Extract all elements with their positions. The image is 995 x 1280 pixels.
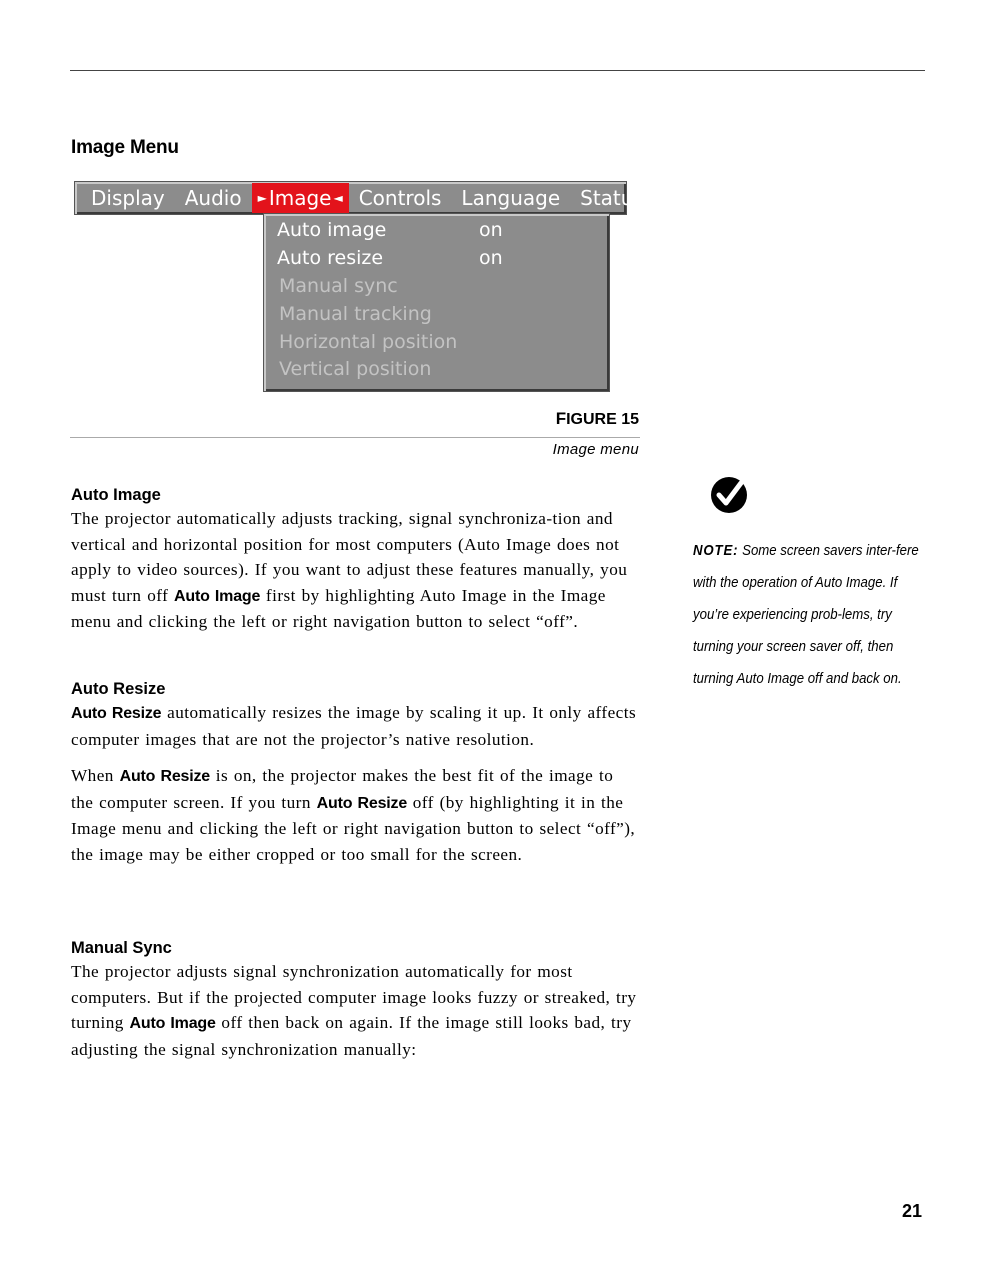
- menu-item-value: on: [479, 219, 503, 241]
- tab-audio[interactable]: Audio: [184, 186, 242, 210]
- section-title: Image Menu: [71, 137, 179, 158]
- menu-item-manual-sync: Manual sync: [279, 275, 398, 297]
- tab-image-label: Image: [268, 186, 332, 210]
- note-checkmark-icon: [708, 474, 750, 516]
- section-auto-resize: [71, 678, 641, 868]
- figure-caption: Image menu: [552, 441, 639, 458]
- tab-language[interactable]: Language: [461, 186, 561, 210]
- heading-auto-image: Auto Image: [71, 486, 161, 504]
- figure-label: FIGURE 15: [555, 409, 639, 428]
- paragraph: The projector adjusts signal synchronization automatically for most computers. But if the projected computer image looks fuzzy or streaked, try turning Auto Image off then back on again. If the image still looks bad, try adjusting the signal synchronization manually:: [71, 962, 637, 1059]
- figure-rule: [70, 437, 640, 438]
- tab-display[interactable]: Display: [91, 186, 165, 210]
- tab-status[interactable]: Status: [580, 186, 644, 210]
- paragraph: The projector automatically adjusts tracking, signal synchroniza-tion and vertical and horizontal position for most computers (Auto Image does not apply to video sources). If you want to adjust these features manually, you must turn off Auto Image first by highlighting Auto Image in the Image menu and clicking the left or right navigation button to select “off”.: [71, 509, 628, 632]
- menu-item-manual-tracking: Manual tracking: [279, 303, 432, 325]
- tab-controls[interactable]: Controls: [358, 186, 442, 210]
- image-menu-dropdown: [263, 213, 610, 392]
- heading-manual-sync: Manual Sync: [71, 939, 172, 957]
- paragraph: Auto Resize automatically resizes the image by scaling it up. It only affects computer images that are not the projector’s native resolution.: [71, 703, 637, 749]
- menu-item-label: Auto image: [277, 219, 387, 241]
- menu-item-auto-image[interactable]: [277, 217, 503, 243]
- heading-auto-resize: Auto Resize: [71, 680, 166, 698]
- tab-image[interactable]: [252, 183, 349, 213]
- selection-arrow-left-icon: ◄: [333, 191, 343, 205]
- page-number: 21: [902, 1201, 923, 1221]
- menu-item-auto-resize[interactable]: [277, 245, 503, 271]
- paragraph: When Auto Resize is on, the projector makes the best fit of the image to the computer screen. If you turn Auto Resize off (by highlighting it in the Image menu and clicking the left or right navigation button to select “off”), the image may be either cropped or too small for the screen.: [71, 766, 636, 864]
- top-rule: [70, 70, 925, 71]
- menu-item-label: Auto resize: [277, 247, 384, 269]
- menu-bar: [74, 181, 644, 215]
- menu-item-vertical-position: Vertical position: [279, 358, 432, 380]
- menu-item-value: on: [479, 247, 503, 269]
- side-note: NOTE: Some screen savers inter-fere with the operation of Auto Image. If you’re experiencing prob-lems, try turning your screen saver off, then turning Auto Image off and back on.: [693, 542, 919, 687]
- menu-item-horizontal-position: Horizontal position: [279, 331, 458, 353]
- section-manual-sync: [71, 937, 641, 1062]
- selection-arrow-right-icon: ►: [257, 191, 267, 205]
- section-auto-image: [71, 484, 641, 635]
